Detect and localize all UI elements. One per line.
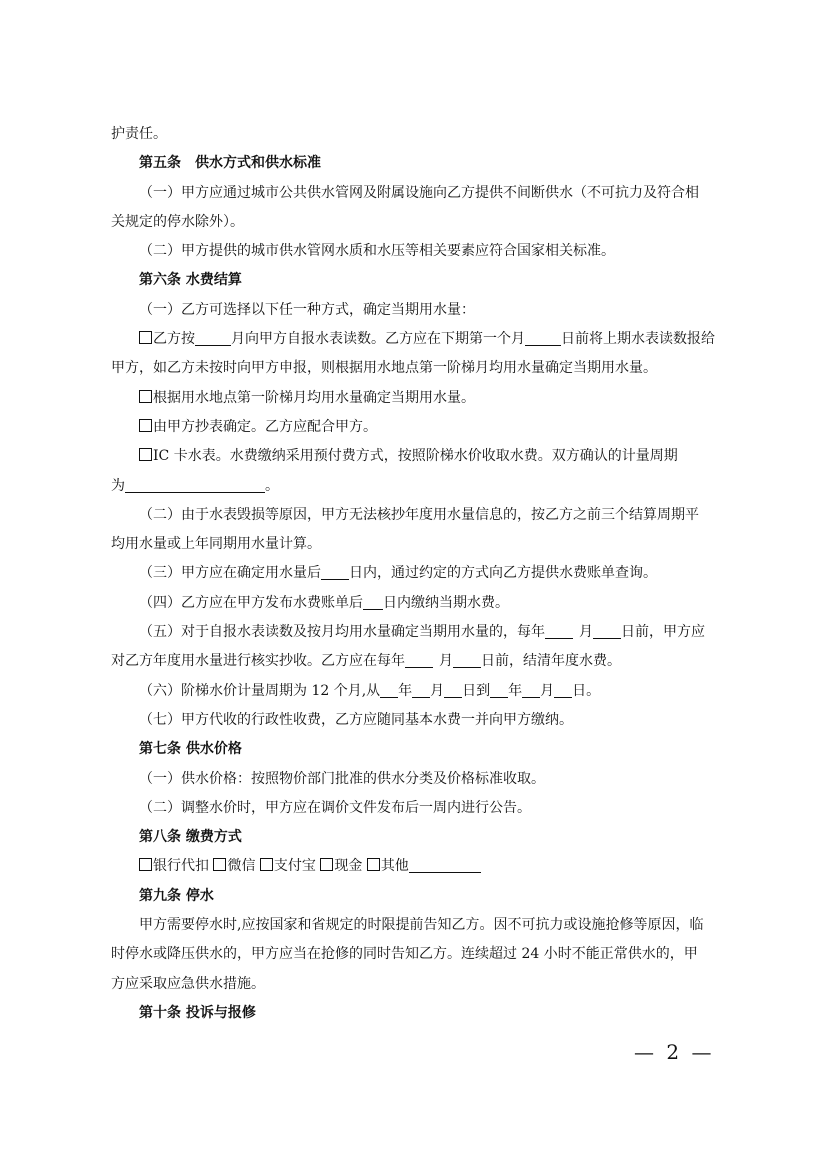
text-line: 关规定的停水除外）。 [111, 213, 244, 230]
page-number: — 2 — [634, 1040, 715, 1064]
fill-blank[interactable] [412, 681, 430, 698]
text-line: 方应采取应急供水措施。 [111, 975, 265, 992]
fill-blank[interactable] [125, 476, 265, 493]
payment-options: 银行代扣 微信 支付宝 现金 其他 [111, 852, 719, 881]
fill-blank[interactable] [490, 681, 508, 698]
text-line: 甲方，如乙方未按时向甲方申报，则根据用水地点第一阶梯月均用水量确定当期用水量。 [111, 360, 657, 377]
section-heading-10: 第十条 投诉与报修 [139, 1004, 256, 1021]
fill-blank[interactable] [321, 563, 349, 580]
checkbox[interactable] [320, 858, 333, 871]
text-line: （五）对于自报水表读数及按月均用水量确定当期用水量的，每年 月 日前，甲方应 [139, 624, 705, 641]
fill-blank[interactable] [195, 329, 231, 346]
fill-blank[interactable] [380, 681, 398, 698]
section-heading-5: 第五条 供水方式和供水标准 [139, 155, 321, 172]
text-line: 护责任。 [111, 126, 167, 142]
fill-blank[interactable] [593, 622, 621, 639]
text-line: （六）阶梯水价计量周期为 12 个月,从 年 月 日到 年 月 日。 [139, 682, 601, 699]
section-heading-6: 第六条 水费结算 [139, 272, 242, 289]
option-meter-reading: 由甲方抄表确定。乙方应配合甲方。 [111, 413, 719, 442]
checkbox[interactable] [213, 858, 226, 871]
text-line: 为 。 [111, 477, 279, 494]
text-line: （二）由于水表毁损等原因，甲方无法核抄年度用水量信息的，按乙方之前三个结算周期平 [139, 506, 699, 523]
checkbox[interactable] [139, 331, 152, 344]
text-line: （七）甲方代收的行政性收费，乙方应随同基本水费一并向甲方缴纳。 [139, 711, 573, 728]
text-line: （三）甲方应在确定用水量后 日内，通过约定的方式向乙方提供水费账单查询。 [139, 565, 657, 582]
text-line: 甲方需要停水时,应按国家和省规定的时限提前告知乙方。因不可抗力或设施抢修等原因，临 [139, 917, 704, 934]
checkbox[interactable] [139, 448, 152, 461]
text-line: （一）乙方可选择以下任一种方式，确定当期用水量： [139, 301, 475, 318]
fill-blank[interactable] [453, 651, 481, 668]
fill-blank[interactable] [405, 651, 433, 668]
text-line: （一）供水价格：按照物价部门批准的供水分类及价格标准收取。 [139, 770, 545, 787]
fill-blank[interactable] [554, 681, 572, 698]
section-heading-8: 第八条 缴费方式 [139, 829, 242, 846]
fill-blank[interactable] [522, 681, 540, 698]
fill-blank[interactable] [444, 681, 462, 698]
checkbox[interactable] [367, 858, 380, 871]
fill-blank[interactable] [525, 329, 561, 346]
option-first-tier: 根据用水地点第一阶梯月均用水量确定当期用水量。 [111, 384, 719, 413]
text-line: （二）调整水价时，甲方应在调价文件发布后一周内进行公告。 [139, 799, 531, 816]
text-line: 均用水量或上年同期用水量计算。 [111, 536, 321, 553]
checkbox[interactable] [139, 419, 152, 432]
text-line: （一）甲方应通过城市公共供水管网及附属设施向乙方提供不间断供水（不可抗力及符合相 [139, 184, 699, 201]
section-heading-7: 第七条 供水价格 [139, 741, 242, 758]
text-line: （二）甲方提供的城市供水管网水质和水压等相关要素应符合国家相关标准。 [139, 243, 615, 260]
option-self-report: 乙方按 月向甲方自报水表读数。乙方应在下期第一个月 日前将上期水表读数报给 [111, 325, 719, 354]
section-heading-9: 第九条 停水 [139, 887, 214, 904]
fill-blank[interactable] [363, 593, 383, 610]
checkbox[interactable] [139, 390, 152, 403]
text-line: 对乙方年度用水量进行核实抄收。乙方应在每年 月 日前，结清年度水费。 [111, 653, 621, 670]
document-body [111, 120, 719, 1028]
checkbox[interactable] [260, 858, 273, 871]
fill-blank[interactable] [545, 622, 573, 639]
text-line: 时停水或降压供水的，甲方应当在抢修的同时告知乙方。连续超过 24 小时不能正常供水的，甲 [111, 946, 698, 963]
checkbox[interactable] [139, 858, 152, 871]
fill-blank[interactable] [409, 856, 481, 873]
text-line: （四）乙方应在甲方发布水费账单后 日内缴纳当期水费。 [139, 594, 509, 611]
option-ic-card: IC 卡水表。水费缴纳采用预付费方式，按照阶梯水价收取水费。双方确认的计量周期 [111, 442, 719, 471]
